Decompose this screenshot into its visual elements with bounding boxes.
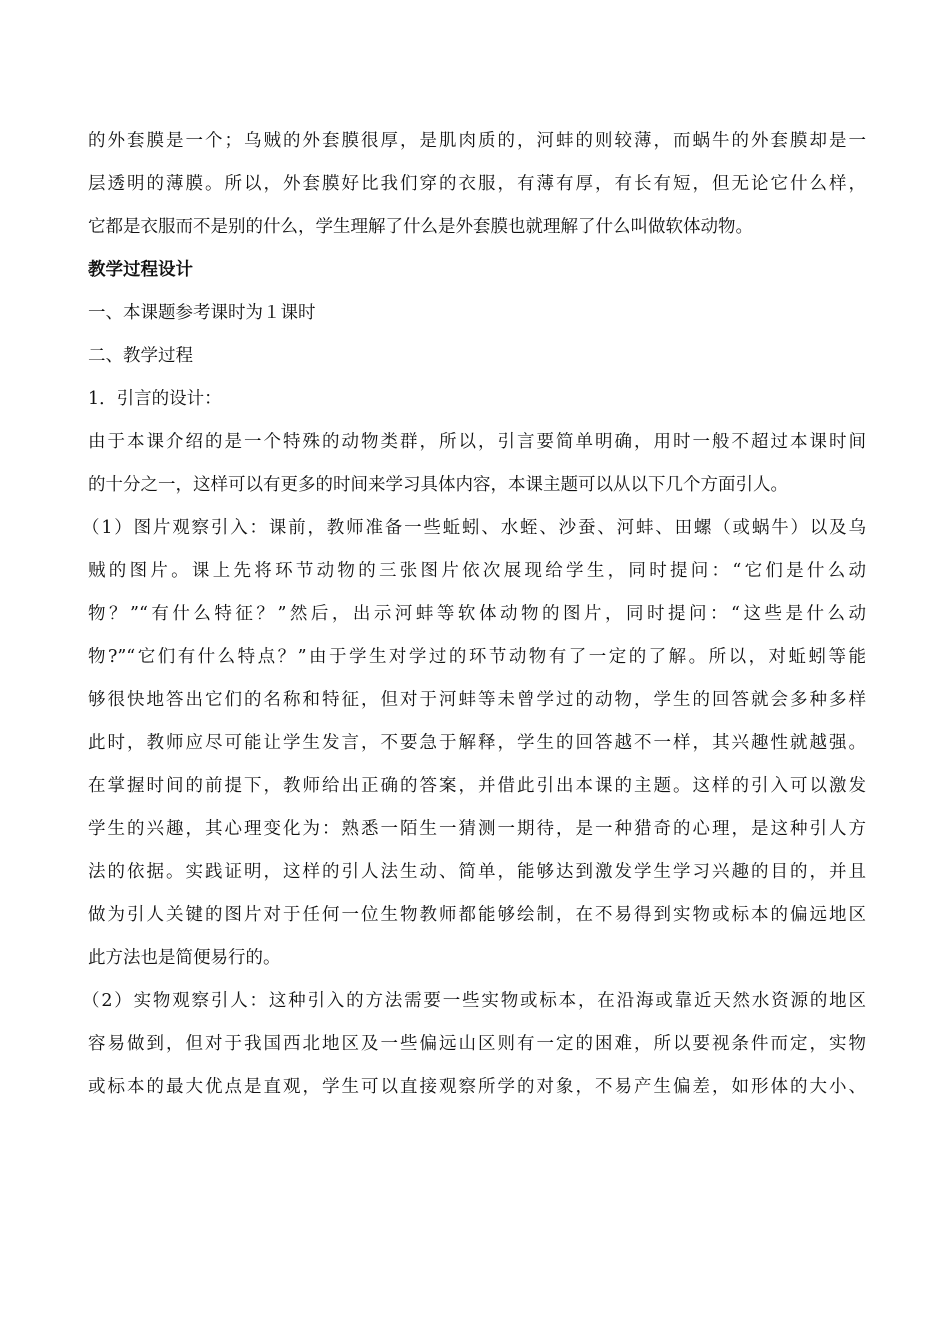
paragraph-line: 物？”“有什么特征？”然后，出示河蚌等软体动物的图片，同时提问：“这些是什么动 <box>88 604 866 624</box>
paragraph-line: 的外套膜是一个；乌贼的外套膜很厚，是肌肉质的，河蚌的则较薄，而蜗牛的外套膜却是一 <box>88 131 866 151</box>
paragraph-line: 一、本课题参考课时为１课时 <box>88 303 316 323</box>
paragraph-line: 层透明的薄膜。所以，外套膜好比我们穿的衣服，有薄有厚，有长有短，但无论它什么样， <box>88 174 866 194</box>
paragraph-line: （1）图片观察引入：课前，教师准备一些蚯蚓、水蛭、沙蚕、河蚌、田螺（或蜗牛）以及乌 <box>82 518 866 538</box>
paragraph-line: 法的依据。实践证明，这样的引人法生动、简单，能够达到激发学生学习兴趣的目的，并且 <box>88 862 866 882</box>
section-heading: 教学过程设计 <box>88 260 193 280</box>
paragraph-line: 二、教学过程 <box>88 346 193 366</box>
paragraph-line: 容易做到，但对于我国西北地区及一些偏远山区则有一定的困难，所以要视条件而定，实物 <box>88 1034 866 1054</box>
paragraph-line: 够很快地答出它们的名称和特征，但对于河蚌等未曾学过的动物，学生的回答就会多种多样 <box>88 690 866 710</box>
paragraph-line: （2）实物观察引人：这种引入的方法需要一些实物或标本，在沿海或靠近天然水资源的地区 <box>82 991 866 1011</box>
paragraph-line: 物?”“它们有什么特点？”由于学生对学过的环节动物有了一定的了解。所以，对蚯蚓等能 <box>88 647 866 667</box>
paragraph-line: 贼的图片。课上先将环节动物的三张图片依次展现给学生，同时提问：“它们是什么动 <box>88 561 866 581</box>
paragraph-line: 此方法也是简便易行的。 <box>88 948 281 968</box>
paragraph-line: 在掌握时间的前提下，教师给出正确的答案，并借此引出本课的主题。这样的引入可以激发 <box>88 776 866 796</box>
paragraph-line: 的十分之一，这样可以有更多的时间来学习具体内容，本课主题可以从以下几个方面引人。 <box>88 475 788 495</box>
paragraph-line: 做为引人关键的图片对于任何一位生物教师都能够绘制，在不易得到实物或标本的偏远地区 <box>88 905 866 925</box>
paragraph-line: 1．引言的设计： <box>88 389 222 409</box>
paragraph-line: 此时，教师应尽可能让学生发言，不要急于解释，学生的回答越不一样，其兴趣性就越强。 <box>88 733 866 753</box>
paragraph-line: 由于本课介绍的是一个特殊的动物类群，所以，引言要简单明确，用时一般不超过本课时间 <box>88 432 866 452</box>
paragraph-line: 或标本的最大优点是直观，学生可以直接观察所学的对象，不易产生偏差，如形体的大小、 <box>88 1077 866 1097</box>
document-page <box>82 120 866 1109</box>
paragraph-line: 它都是衣服而不是别的什么，学生理解了什么是外套膜也就理解了什么叫做软体动物。 <box>88 217 753 237</box>
paragraph-line: 学生的兴趣，其心理变化为：熟悉一陌生一猜测一期待，是一种猎奇的心理，是这种引人方 <box>88 819 866 839</box>
